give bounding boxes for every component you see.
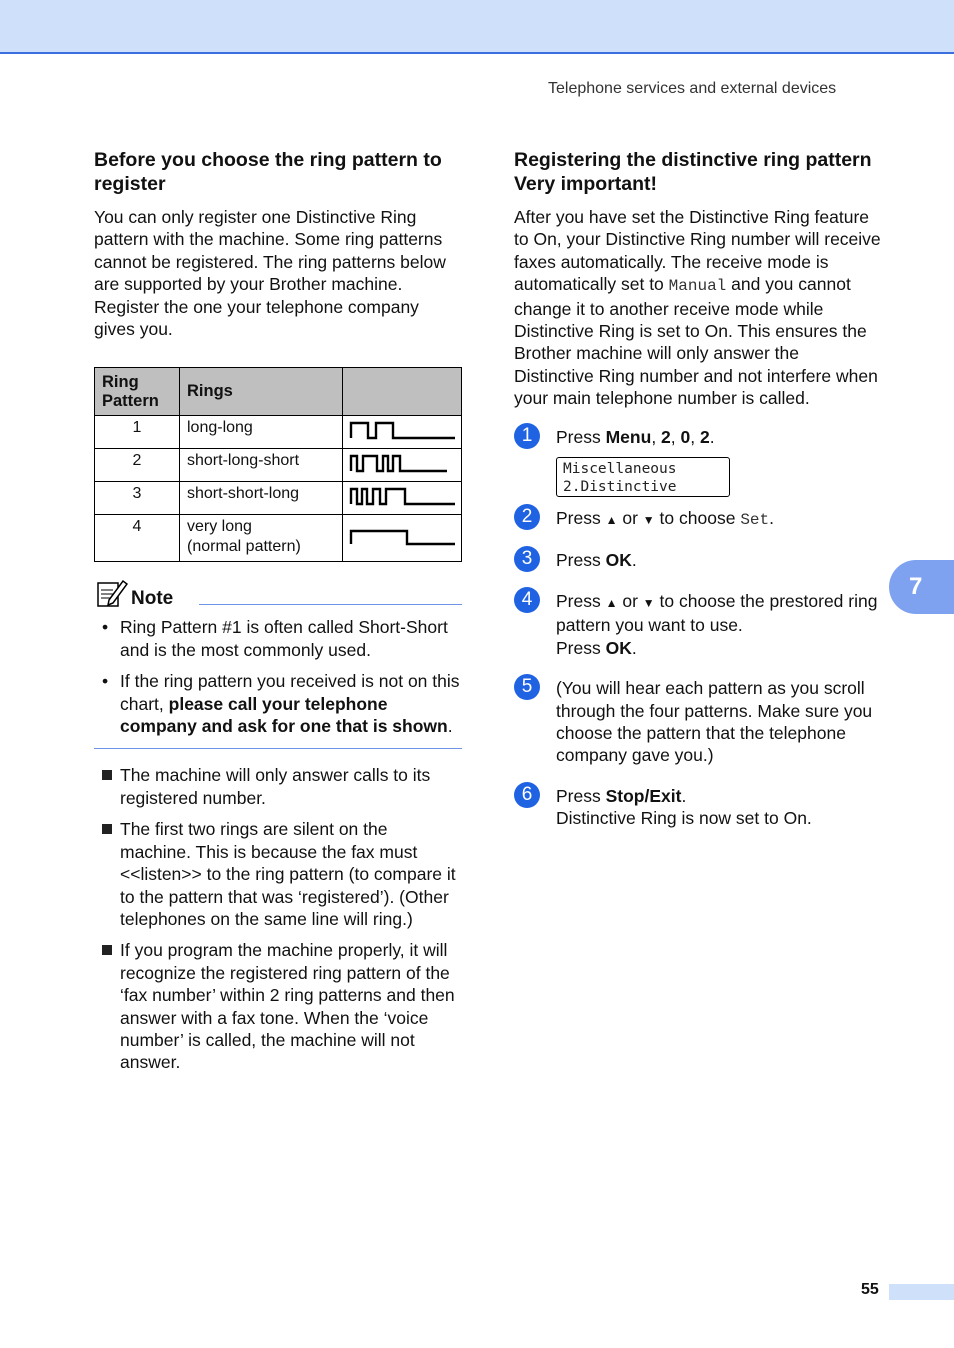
note-item-text: If the ring pattern you received is not on this chart, [120,671,460,714]
note-item-text: . [447,716,453,737]
step-text: Distinctive Ring is now set to On. [556,808,812,829]
bullet-text: The machine will only answer calls to its registered number. [120,765,431,808]
down-arrow-icon: ▼ [642,513,655,528]
step-text: , [690,426,700,447]
ring-waveform-very-long [343,515,462,562]
note-pencil-icon [96,578,128,613]
table-row [95,482,462,515]
left-heading: Before you choose the ring pattern to register [94,149,442,195]
col-wave [343,368,462,416]
step-text: . [631,550,637,571]
list-item [94,764,462,809]
step-text: to choose the prestored ring pattern you want to use. [556,590,878,636]
step-number-badge: 4 [514,587,540,613]
step-text: Press [556,426,606,447]
right-heading-line2: Very important! [514,173,658,195]
square-bullet-icon [102,770,112,780]
row-label: long-long [180,416,343,449]
ring-pattern-table [94,367,462,562]
lcd-line-1: Miscellaneous [563,461,677,478]
info-bullet-list [94,764,462,1073]
row-label: short-long-short [180,449,343,482]
right-heading-line1: Registering the distinctive ring pattern [514,149,872,171]
col-ring-pattern: Ring Pattern [95,368,180,416]
ring-waveform-long-long [343,416,462,449]
key-2: 2 [699,426,710,447]
step-text: . [769,508,774,529]
right-column [514,148,882,830]
intro-text: After you have set the Distinctive Ring feature to On, your Distinctive Ring number will receive faxes automatically. The receive mode is automatically set to [514,207,881,295]
ring-waveform-short-short-long [343,482,462,515]
bullet-text: If you program the machine properly, it will recognize the registered ring pattern of the ‘fax number’ within 2 ring patterns and then answer with a fax tone. When the ‘voice number’ is called, the machine will not answer. [120,940,455,1073]
list-item: • If the ring pattern you received is not on this chart, please call your telephone company and ask for one that is shown. [102,671,460,737]
option-set: Set [740,511,770,530]
step-number-badge: 3 [514,546,540,572]
right-heading [514,148,882,196]
key-menu: Menu [605,426,652,447]
intro-text: and you cannot change it to another receive mode while Distinctive Ring is set to On. This ensures the Brother machine will only answer the Distinctive Ring number and not interfere when your main telephone number is called. [514,274,878,409]
step-text: . [709,426,715,447]
step-number-badge: 6 [514,782,540,808]
note-list [94,616,462,737]
key-stop-exit: Stop/Exit [605,785,682,806]
row-number: 4 [95,515,180,562]
step-text: or [617,590,643,611]
step-text: , [670,426,681,447]
table-row [95,416,462,449]
lcd-line-2: 2.Distinctive [563,479,677,496]
step-5 [514,677,882,767]
page-number: 55 [861,1281,879,1298]
list-item: • Ring Pattern #1 is often called Short-Short and is the most commonly used. [102,617,448,660]
row-sublabel: (normal pattern) [187,538,301,556]
step-text: or [617,508,643,529]
row-number: 2 [95,449,180,482]
step-text: to choose [654,508,741,529]
list-item [94,939,462,1073]
step-text: Press [556,785,606,806]
step-text: (You will hear each pattern as you scroll through the four patterns. Make sure you choose the pattern that the telephone company gave you.) [556,678,873,766]
lcd-display [556,457,730,497]
left-column [94,148,462,1083]
table-row [95,449,462,482]
step-6 [514,785,882,830]
note-item-bold: please call your telephone company and ask for one that is shown [120,693,448,737]
step-text: Press [556,590,606,611]
step-text: . [681,785,687,806]
note-title: Note [131,588,174,610]
key-2: 2 [661,426,671,447]
step-text: . [631,637,637,658]
bullet-text: The first two rings are silent on the machine. This is because the fax must <<listen>> to the ring pattern (to compare it to the pattern that was ‘registered’). (Other telephones on the same line will ring.) [120,819,456,929]
row-label: very long [187,518,252,536]
step-number-badge: 2 [514,504,540,530]
square-bullet-icon [102,824,112,834]
page-number-bar [889,1284,954,1300]
step-1 [514,426,882,497]
top-header-band [0,0,954,54]
step-number-badge: 1 [514,423,540,449]
mode-manual: Manual [668,277,727,296]
step-text: Press [556,508,606,529]
row-label-cell [180,515,343,562]
col-rings: Rings [180,368,343,416]
list-item [94,818,462,930]
key-ok: OK [605,550,632,571]
running-title: Telephone services and external devices [548,80,837,97]
up-arrow-icon: ▲ [605,595,618,610]
right-intro [514,206,882,410]
step-text: Press [556,637,606,658]
row-label: short-short-long [180,482,343,515]
up-arrow-icon: ▲ [605,513,618,528]
key-ok: OK [605,637,632,658]
step-3 [514,549,882,571]
down-arrow-icon: ▼ [642,595,655,610]
step-text: , [651,426,662,447]
row-number: 3 [95,482,180,515]
note-divider [199,604,462,605]
note-end-divider [94,748,462,749]
note-header [94,578,462,610]
step-text: Press [556,550,606,571]
left-intro: You can only register one Distinctive Ring pattern with the machine. Some ring patterns cannot be registered. The ring patterns below are supported by your Brother machine. Register the one your telephone company gives you. [94,207,446,340]
ring-waveform-short-long-short [343,449,462,482]
step-number-badge: 5 [514,674,540,700]
step-2 [514,507,882,531]
key-0: 0 [680,426,691,447]
note-item-text: Ring Pattern #1 is often called Short-Short and is the most commonly used. [120,617,448,660]
steps-list [514,426,882,830]
chapter-tab: 7 [889,560,954,614]
step-4 [514,590,882,659]
table-row [95,515,462,562]
square-bullet-icon [102,945,112,955]
table-header-row [95,368,462,416]
row-number: 1 [95,416,180,449]
